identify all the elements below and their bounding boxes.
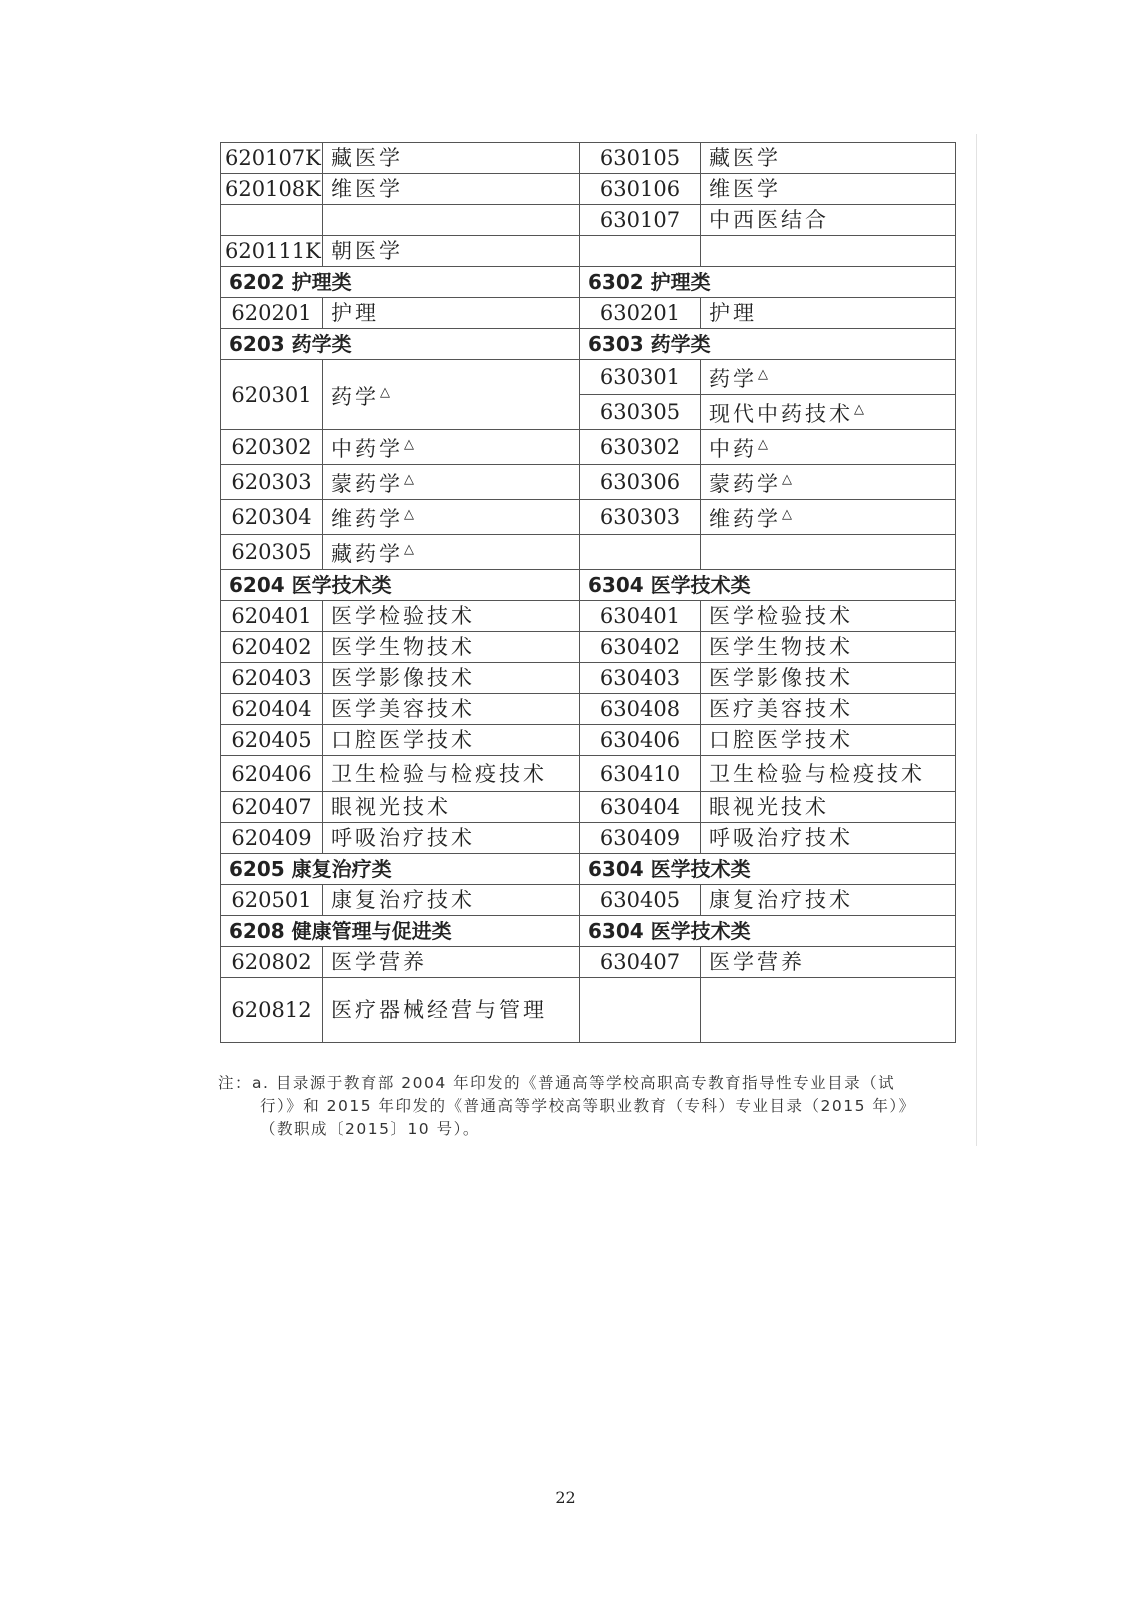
right-code-text: 630409: [599, 826, 681, 850]
right-code: [580, 725, 701, 756]
triangle-mark: △: [854, 402, 864, 417]
category-right: [580, 916, 956, 947]
left-name-text: 医学美容技术: [331, 697, 475, 721]
left-code-text: 620812: [231, 998, 312, 1022]
footnote-line-2: 行）》和 2015 年印发的《普通高等学校高等职业教育（专科）专业目录（2015 年）》: [260, 1097, 916, 1115]
left-name-text: 蒙药学: [331, 472, 403, 496]
left-name: [323, 792, 580, 823]
right-code: [580, 500, 701, 535]
left-name: [323, 663, 580, 694]
triangle-mark: △: [404, 437, 414, 452]
left-code-text: 620305: [231, 540, 312, 564]
right-name: [701, 236, 956, 267]
right-code: [580, 535, 701, 570]
left-code-text: 620409: [231, 826, 312, 850]
footnote-line-1: 注：a. 目录源于教育部 2004 年印发的《普通高等学校高职高专教育指导性专业目录（试: [218, 1074, 896, 1092]
right-name: [701, 430, 956, 465]
triangle-mark: △: [758, 437, 768, 452]
right-code: [580, 395, 701, 430]
left-code-text: 620111K: [225, 239, 321, 263]
left-name-text: 呼吸治疗技术: [331, 826, 475, 850]
right-code-text: 630105: [599, 146, 681, 170]
right-name: [701, 205, 956, 236]
left-code-text: 620403: [231, 666, 312, 690]
left-name: [323, 298, 580, 329]
right-code: [580, 298, 701, 329]
right-name: [701, 663, 956, 694]
left-code: [221, 174, 323, 205]
left-code-text: 620108K: [225, 177, 321, 201]
category-left-text: 6202 护理类: [229, 270, 352, 294]
triangle-mark: △: [758, 367, 768, 382]
left-code: [221, 947, 323, 978]
category-row: [221, 570, 956, 601]
left-name-text: 中药学: [331, 437, 403, 461]
left-code-text: 620107K: [225, 146, 321, 170]
right-code: [580, 174, 701, 205]
right-name-text: 卫生检验与检疫技术: [709, 761, 925, 786]
left-code: [221, 601, 323, 632]
triangle-mark: △: [404, 507, 414, 522]
left-code-text: 620405: [231, 728, 312, 752]
category-row: [221, 854, 956, 885]
page-number: 22: [555, 1488, 576, 1507]
triangle-mark: △: [404, 472, 414, 487]
left-name: [323, 694, 580, 725]
left-code: [221, 694, 323, 725]
right-code-text: 630408: [599, 697, 681, 721]
right-code-text: 630302: [599, 435, 681, 459]
right-code: [580, 143, 701, 174]
triangle-mark: △: [782, 507, 792, 522]
right-name: [701, 601, 956, 632]
table-row: [221, 143, 956, 174]
category-row: [221, 267, 956, 298]
category-right-text: 6304 医学技术类: [588, 573, 751, 597]
left-name: [323, 143, 580, 174]
right-code-text: 630407: [599, 950, 681, 974]
left-name: [323, 978, 580, 1043]
right-code-text: 630405: [599, 888, 681, 912]
table-row: [221, 465, 956, 500]
right-name-text: 康复治疗技术: [709, 888, 853, 912]
right-code-text: 630404: [599, 795, 681, 819]
right-name-text: 医学检验技术: [709, 604, 853, 628]
right-name: [701, 823, 956, 854]
left-code-text: 620802: [231, 950, 312, 974]
right-name: [701, 725, 956, 756]
category-right: [580, 854, 956, 885]
left-code: [221, 360, 323, 430]
right-name: [701, 978, 956, 1043]
category-left: [221, 570, 580, 601]
right-name: [701, 756, 956, 792]
right-code-text: 630401: [599, 604, 681, 628]
left-name: [323, 465, 580, 500]
right-name-text: 维医学: [709, 177, 781, 201]
left-name: [323, 430, 580, 465]
right-name-text: 医学营养: [709, 950, 805, 974]
category-left: [221, 916, 580, 947]
left-name-text: 藏药学: [331, 542, 403, 566]
right-code-text: 630406: [599, 728, 681, 752]
left-code: [221, 535, 323, 570]
left-name-text: 卫生检验与检疫技术: [331, 761, 547, 786]
right-name-text: 医学影像技术: [709, 666, 853, 690]
left-name-text: 维药学: [331, 507, 403, 531]
right-name: [701, 395, 956, 430]
right-name: [701, 298, 956, 329]
right-name-text: 蒙药学: [709, 472, 781, 496]
left-code-text: 620404: [231, 697, 312, 721]
left-code-text: 620402: [231, 635, 312, 659]
left-name: [323, 601, 580, 632]
left-code-text: 620401: [231, 604, 312, 628]
left-name: [323, 947, 580, 978]
right-code-text: 630402: [599, 635, 681, 659]
right-code-text: 630201: [599, 301, 681, 325]
left-name-text: 医学检验技术: [331, 604, 475, 628]
left-name: [323, 500, 580, 535]
category-left-text: 6205 康复治疗类: [229, 857, 392, 881]
right-name: [701, 885, 956, 916]
left-name-text: 康复治疗技术: [331, 888, 475, 912]
right-code: [580, 360, 701, 395]
left-code: [221, 823, 323, 854]
right-code: [580, 792, 701, 823]
right-code: [580, 236, 701, 267]
right-name-text: 中西医结合: [709, 208, 829, 232]
left-code-text: 620302: [231, 435, 312, 459]
right-name-text: 中药: [709, 437, 757, 461]
footnote-line-3: （教职成〔2015〕10 号）。: [260, 1120, 480, 1138]
left-code: [221, 500, 323, 535]
right-name-text: 藏医学: [709, 146, 781, 170]
table-row: [221, 236, 956, 267]
left-name-text: 医学生物技术: [331, 635, 475, 659]
left-name-text: 医疗器械经营与管理: [331, 998, 547, 1022]
table-row: [221, 632, 956, 663]
table-row: [221, 205, 956, 236]
table-row: [221, 756, 956, 792]
left-code-text: 620407: [231, 795, 312, 819]
table-row: [221, 663, 956, 694]
left-code: [221, 205, 323, 236]
right-code-text: 630305: [599, 400, 681, 424]
left-code-text: 620201: [231, 301, 312, 325]
category-right-text: 6302 护理类: [588, 270, 711, 294]
left-code-text: 620303: [231, 470, 312, 494]
right-code: [580, 430, 701, 465]
left-code-text: 620301: [231, 382, 312, 407]
left-name-text: 护理: [331, 301, 379, 325]
left-code: [221, 236, 323, 267]
left-name-text: 藏医学: [331, 146, 403, 170]
left-code-text: 620406: [231, 761, 312, 786]
table-row: [221, 500, 956, 535]
left-name-text: 药学: [331, 384, 379, 409]
table-row: [221, 725, 956, 756]
right-code: [580, 823, 701, 854]
table-row: [221, 430, 956, 465]
right-name-text: 眼视光技术: [709, 795, 829, 819]
left-code: [221, 430, 323, 465]
left-name: [323, 725, 580, 756]
table-row: [221, 694, 956, 725]
category-right-text: 6303 药学类: [588, 332, 711, 356]
right-code: [580, 601, 701, 632]
category-right: [580, 267, 956, 298]
right-name-text: 护理: [709, 301, 757, 325]
right-name-text: 呼吸治疗技术: [709, 826, 853, 850]
left-name: [323, 360, 580, 430]
left-name-text: 眼视光技术: [331, 795, 451, 819]
right-name: [701, 143, 956, 174]
triangle-mark: △: [404, 542, 414, 557]
right-code-text: 630403: [599, 666, 681, 690]
category-row: [221, 916, 956, 947]
catalog-table-body: [221, 143, 956, 1043]
right-name: [701, 174, 956, 205]
triangle-mark: △: [782, 472, 792, 487]
category-right-text: 6304 医学技术类: [588, 919, 751, 943]
right-code: [580, 947, 701, 978]
right-code: [580, 632, 701, 663]
left-name: [323, 756, 580, 792]
left-name-text: 口腔医学技术: [331, 728, 475, 752]
right-name-text: 医学生物技术: [709, 635, 853, 659]
right-name: [701, 535, 956, 570]
table-row: [221, 885, 956, 916]
right-code: [580, 756, 701, 792]
left-code: [221, 725, 323, 756]
left-name: [323, 535, 580, 570]
right-code-text: 630410: [599, 761, 681, 786]
left-code: [221, 978, 323, 1043]
table-row: [221, 978, 956, 1043]
left-name: [323, 823, 580, 854]
page-edge-rule: [976, 134, 977, 1146]
right-name: [701, 500, 956, 535]
left-code: [221, 756, 323, 792]
left-code-text: 620304: [231, 505, 312, 529]
category-left-text: 6208 健康管理与促进类: [229, 919, 452, 943]
left-name-text: 医学影像技术: [331, 666, 475, 690]
right-code-text: 630303: [599, 505, 681, 529]
right-code: [580, 663, 701, 694]
table-row: [221, 792, 956, 823]
left-name: [323, 236, 580, 267]
right-code: [580, 465, 701, 500]
table-row: [221, 947, 956, 978]
left-name: [323, 205, 580, 236]
table-row: [221, 298, 956, 329]
right-code-text: 630306: [599, 470, 681, 494]
right-name: [701, 947, 956, 978]
left-name: [323, 885, 580, 916]
category-left: [221, 329, 580, 360]
right-name-text: 口腔医学技术: [709, 728, 853, 752]
right-name: [701, 632, 956, 663]
table-row: [221, 360, 956, 395]
right-code-text: 630107: [599, 208, 681, 232]
category-left: [221, 267, 580, 298]
left-code: [221, 663, 323, 694]
right-code: [580, 978, 701, 1043]
category-left: [221, 854, 580, 885]
table-row: [221, 601, 956, 632]
category-right: [580, 570, 956, 601]
right-code-text: 630301: [599, 365, 681, 389]
left-name-text: 朝医学: [331, 239, 403, 263]
major-catalog-table: [220, 142, 956, 1043]
left-code: [221, 885, 323, 916]
right-name: [701, 792, 956, 823]
right-name-text: 药学: [709, 367, 757, 391]
category-left-text: 6204 医学技术类: [229, 573, 392, 597]
left-code-text: 620501: [231, 888, 312, 912]
footnote: [218, 1072, 958, 1141]
left-code: [221, 792, 323, 823]
right-name-text: 医疗美容技术: [709, 697, 853, 721]
category-right: [580, 329, 956, 360]
right-code: [580, 205, 701, 236]
table-row: [221, 823, 956, 854]
right-name-text: 现代中药技术: [709, 402, 853, 426]
left-name-text: 医学营养: [331, 950, 427, 974]
left-name: [323, 174, 580, 205]
table-row: [221, 535, 956, 570]
right-code-text: 630106: [599, 177, 681, 201]
left-name-text: 维医学: [331, 177, 403, 201]
right-code: [580, 885, 701, 916]
right-name: [701, 360, 956, 395]
left-code: [221, 632, 323, 663]
right-name: [701, 694, 956, 725]
left-code: [221, 298, 323, 329]
category-row: [221, 329, 956, 360]
category-left-text: 6203 药学类: [229, 332, 352, 356]
table-row: [221, 174, 956, 205]
right-name: [701, 465, 956, 500]
category-right-text: 6304 医学技术类: [588, 857, 751, 881]
left-name: [323, 632, 580, 663]
triangle-mark: △: [380, 384, 390, 400]
left-code: [221, 465, 323, 500]
right-code: [580, 694, 701, 725]
left-code: [221, 143, 323, 174]
right-name-text: 维药学: [709, 507, 781, 531]
